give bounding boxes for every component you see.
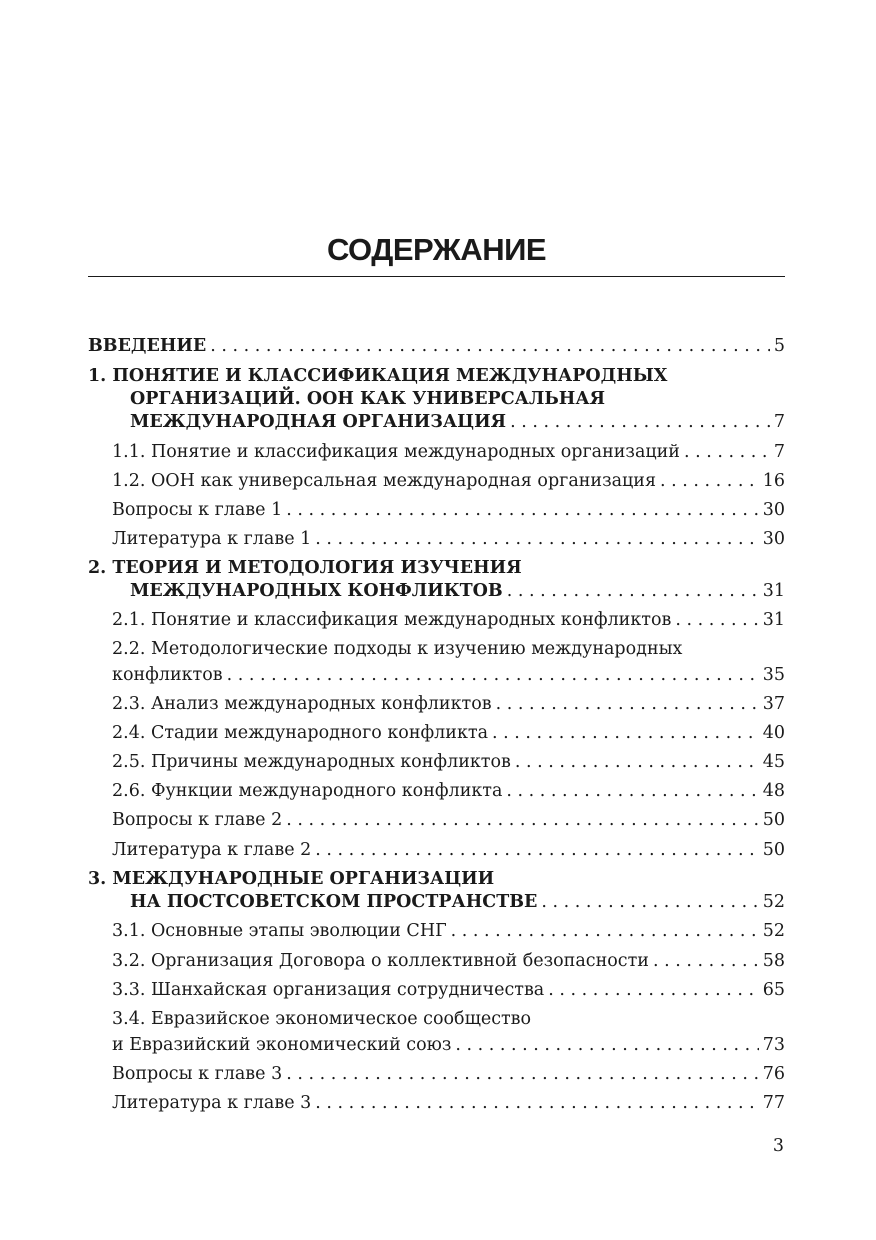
toc-page-number: 30 xyxy=(762,500,785,520)
toc-entry-intro xyxy=(88,334,785,358)
chapter-title-line: МЕЖДУНАРОДНЫХ КОНФЛИКТОВ xyxy=(130,581,503,601)
chapter-title-line: ОРГАНИЗАЦИЙ. ООН КАК УНИВЕРСАЛЬНАЯ xyxy=(130,389,606,409)
dot-leader xyxy=(315,1091,758,1115)
toc-entry-label: ВВЕДЕНИЕ xyxy=(88,336,207,356)
toc-entry-label-continued: конфликтов xyxy=(112,665,223,685)
chapter-title-line: 2. ТЕОРИЯ И МЕТОДОЛОГИЯ ИЗУЧЕНИЯ xyxy=(88,558,522,578)
toc-entry-label: 3.3. Шанхайская организация сотрудничества xyxy=(112,980,545,1000)
toc-page-number: 5 xyxy=(773,336,785,356)
dot-leader xyxy=(286,498,759,522)
dot-leader xyxy=(492,721,759,745)
toc-entry-label: Вопросы к главе 2 xyxy=(112,810,283,830)
toc-page-number: 37 xyxy=(762,694,785,714)
toc-entry-label: Вопросы к главе 3 xyxy=(112,1064,283,1084)
dot-leader xyxy=(210,334,770,358)
page-number: 3 xyxy=(772,1136,784,1156)
toc-entry-label: 3.2. Организация Договора о коллективной безопасности xyxy=(112,951,649,971)
toc-page-number: 31 xyxy=(762,581,785,601)
toc-page-number: 35 xyxy=(762,665,785,685)
toc-entry-label: 1.1. Понятие и классификация международных организаций xyxy=(112,442,680,462)
toc-entry xyxy=(88,527,785,551)
toc-page-number: 77 xyxy=(762,1093,785,1113)
toc-entry-label: 2.4. Стадии международного конфликта xyxy=(112,723,489,743)
toc-page-number: 30 xyxy=(762,529,785,549)
toc-entry-label: 2.3. Анализ международных конфликтов xyxy=(112,694,492,714)
toc-chapter-1 xyxy=(88,364,785,434)
dot-leader xyxy=(286,1062,759,1086)
dot-leader xyxy=(507,579,759,603)
toc-entry xyxy=(88,692,785,716)
chapter-title-line: 3. МЕЖДУНАРОДНЫЕ ОРГАНИЗАЦИИ xyxy=(88,869,495,889)
toc-entry xyxy=(88,838,785,862)
dot-leader xyxy=(653,949,759,973)
toc-entry-label: 2.1. Понятие и классификация международных конфликтов xyxy=(112,610,672,630)
dot-leader xyxy=(286,808,759,832)
toc-entry xyxy=(88,440,785,464)
toc-entry xyxy=(88,637,785,687)
dot-leader xyxy=(455,1033,758,1057)
dot-leader xyxy=(684,440,770,464)
chapter-title-line: 1. ПОНЯТИЕ И КЛАССИФИКАЦИЯ МЕЖДУНАРОДНЫХ xyxy=(88,366,668,386)
dot-leader xyxy=(451,919,759,943)
toc-entry-label: 1.2. ООН как универсальная международная организация xyxy=(112,471,657,491)
toc-entry-label: Вопросы к главе 1 xyxy=(112,500,283,520)
title-rule xyxy=(88,276,785,277)
toc-page-number: 48 xyxy=(762,781,785,801)
toc-entry xyxy=(88,608,785,632)
toc-entry-label: 2.2. Методологические подходы к изучению международных xyxy=(112,639,683,659)
toc-entry xyxy=(88,721,785,745)
dot-leader xyxy=(675,608,758,632)
page-title: СОДЕРЖАНИЕ xyxy=(326,232,547,267)
chapter-title-line: НА ПОСТСОВЕТСКОМ ПРОСТРАНСТВЕ xyxy=(130,892,538,912)
toc-page-number: 76 xyxy=(762,1064,785,1084)
toc-entry-label: 2.6. Функции международного конфликта xyxy=(112,781,503,801)
toc-entry xyxy=(88,779,785,803)
toc-chapter-3 xyxy=(88,867,785,914)
toc-entry xyxy=(88,498,785,522)
toc-entry-label: Литература к главе 3 xyxy=(112,1093,312,1113)
toc-entry-label-continued: и Евразийский экономический союз xyxy=(112,1035,452,1055)
toc-page-number: 52 xyxy=(762,921,785,941)
toc-entry xyxy=(88,469,785,493)
toc-entry-label: Литература к главе 1 xyxy=(112,529,312,549)
toc-entry xyxy=(88,1007,785,1057)
dot-leader xyxy=(541,890,758,914)
toc-entry xyxy=(88,1062,785,1086)
toc-entry-label: Литература к главе 2 xyxy=(112,840,312,860)
toc-entry xyxy=(88,1091,785,1115)
toc-page-number: 16 xyxy=(762,471,785,491)
toc-page-number: 40 xyxy=(762,723,785,743)
toc-page-number: 73 xyxy=(762,1035,785,1055)
dot-leader xyxy=(315,838,758,862)
toc-page-number: 45 xyxy=(762,752,785,772)
dot-leader xyxy=(660,469,759,493)
dot-leader xyxy=(548,978,758,1002)
toc-entry-label: 2.5. Причины международных конфликтов xyxy=(112,752,511,772)
toc-page-number: 50 xyxy=(762,810,785,830)
toc-entry-label: 3.1. Основные этапы эволюции СНГ xyxy=(112,921,447,941)
chapter-title-line: МЕЖДУНАРОДНАЯ ОРГАНИЗАЦИЯ xyxy=(130,412,507,432)
toc-entry xyxy=(88,978,785,1002)
toc-page-number: 31 xyxy=(762,610,785,630)
toc-page-number: 7 xyxy=(773,442,785,462)
dot-leader xyxy=(227,663,759,687)
dot-leader xyxy=(315,527,758,551)
dot-leader xyxy=(506,779,758,803)
toc-entry xyxy=(88,750,785,774)
toc-entry xyxy=(88,808,785,832)
dot-leader xyxy=(515,750,759,774)
toc-entry-label: 3.4. Евразийское экономическое сообщество xyxy=(112,1009,532,1029)
toc-page-number: 52 xyxy=(762,892,785,912)
toc-page-number: 50 xyxy=(762,840,785,860)
toc-chapter-2 xyxy=(88,556,785,603)
dot-leader xyxy=(496,692,759,716)
dot-leader xyxy=(510,410,770,434)
toc-page-number: 58 xyxy=(762,951,785,971)
toc-page-number: 65 xyxy=(762,980,785,1000)
toc-entry xyxy=(88,949,785,973)
toc-page-number: 7 xyxy=(773,412,785,432)
toc-entry xyxy=(88,919,785,943)
